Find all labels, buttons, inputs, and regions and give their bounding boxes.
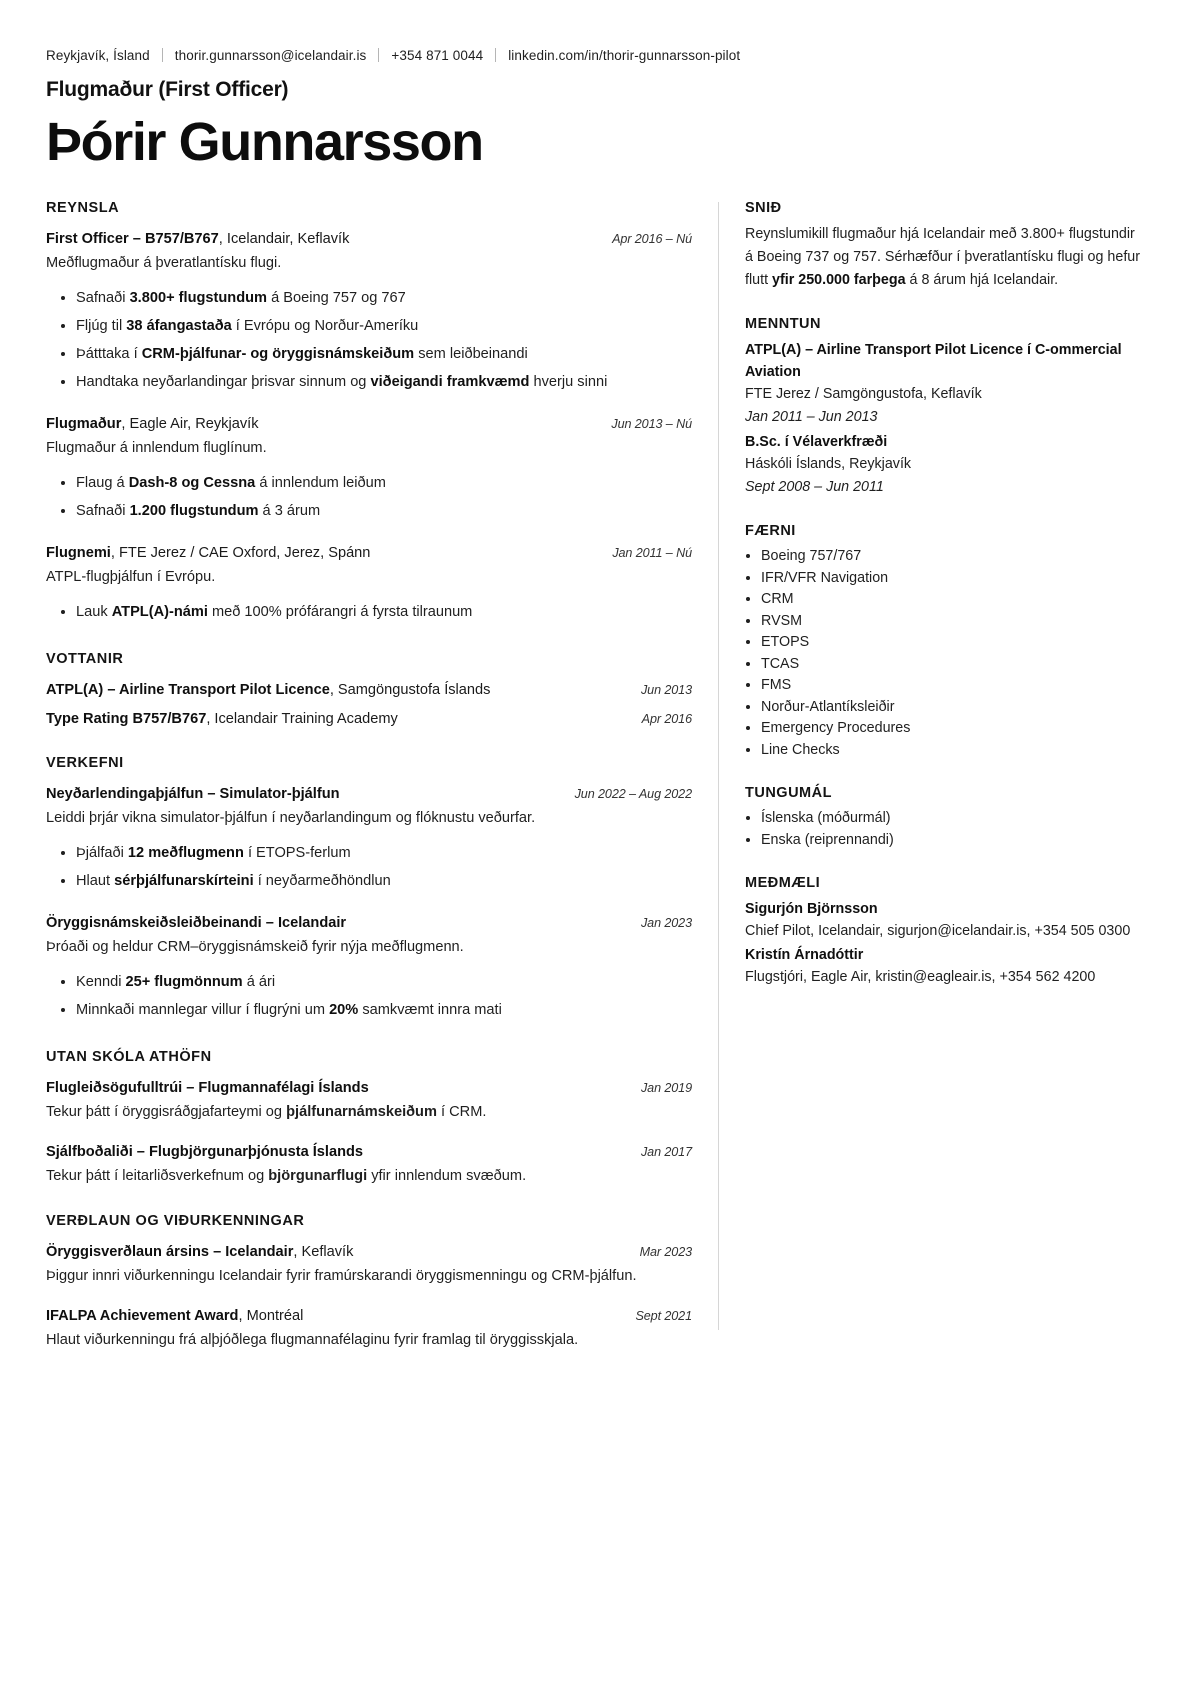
profile-text-post: á 8 árum hjá Icelandair. — [905, 272, 1059, 288]
contact-separator-icon — [495, 48, 496, 62]
bullet-pre: Þjálfaði — [76, 845, 128, 861]
entry-title-rest: , FTE Jerez / CAE Oxford, Jerez, Spánn — [110, 545, 371, 561]
list-item: • FMS — [761, 675, 1144, 697]
bullet-post: á innlendum leiðum — [255, 475, 386, 491]
bullet-bold: Dash-8 og Cessna — [128, 475, 256, 491]
extracurricular-entry — [46, 1078, 692, 1124]
entry-title-bold: First Officer – B757/B767 — [46, 231, 219, 247]
list-item — [76, 368, 692, 396]
section-heading: SNIÐ — [745, 200, 782, 216]
reference-item — [745, 944, 1144, 989]
certification-entry — [46, 680, 692, 701]
bullet-pre: Kenndi — [76, 974, 126, 990]
entry-head — [46, 543, 692, 564]
section-heading: MEÐMÆLI — [745, 875, 821, 891]
education-degree: ATPL(A) – Airline Transport Pilot Licence í C-ommercial Aviation — [745, 342, 1122, 380]
certification-entry — [46, 709, 692, 730]
list-item — [76, 340, 692, 368]
section-references — [745, 875, 1144, 989]
entry-bullets — [46, 469, 692, 525]
entry-title — [46, 414, 597, 435]
bullet-post: á Boeing 757 og 767 — [267, 290, 406, 306]
bullet-bold: sérþjálfunarskírteini — [114, 873, 254, 889]
entry-title — [46, 543, 598, 564]
main-column — [46, 200, 718, 1352]
education-item — [745, 431, 1144, 499]
section-heading: TUNGUMÁL — [745, 785, 832, 801]
sidebar-column — [719, 200, 1144, 1352]
contact-separator-icon — [378, 48, 379, 62]
entry-subtitle: ATPL-flugþjálfun í Evrópu. — [46, 569, 216, 585]
entry-head — [46, 709, 692, 730]
education-org: Háskóli Íslands, Reykjavík — [745, 456, 912, 472]
section-profile — [745, 200, 1144, 292]
entry-title-bold: ATPL(A) – Airline Transport Pilot Licence — [46, 682, 330, 698]
entry-title-bold: Flugleiðsögufulltrúi – Flugmannafélagi Íslands — [46, 1080, 369, 1096]
entry-bullets — [46, 968, 692, 1024]
bullet-pre: Handtaka neyðarlandingar þrisvar sinnum og — [76, 374, 371, 390]
bullet-post: á ári — [242, 974, 276, 990]
list-item — [76, 996, 692, 1024]
project-entry — [46, 784, 692, 895]
entry-title-rest: , Samgöngustofa Íslands — [329, 682, 491, 698]
subtitle-pre: Tekur þátt í öryggisráðgjafarteymi og — [46, 1104, 287, 1120]
reference-name: Kristín Árnadóttir — [745, 947, 864, 963]
skills-list — [745, 546, 1144, 761]
job-title: Flugmaður (First Officer) — [46, 78, 289, 101]
bullet-bold: 20% — [329, 1002, 359, 1018]
section-heading: VERKEFNI — [46, 755, 124, 771]
bullet-bold: 38 áfangastaða — [126, 318, 232, 334]
contact-separator-icon — [162, 48, 163, 62]
entry-title-bold: Öryggisverðlaun ársins – Icelandair — [46, 1244, 294, 1260]
bullet-pre: Lauk — [76, 604, 112, 620]
bullet-post: á 3 árum — [258, 503, 321, 519]
section-certifications — [46, 651, 692, 730]
subtitle-pre: Tekur þátt í leitarliðsverkefnum og — [46, 1168, 269, 1184]
experience-entry — [46, 414, 692, 525]
resume-body — [46, 200, 1144, 1352]
award-entry — [46, 1306, 692, 1352]
experience-entry — [46, 543, 692, 626]
section-heading: FÆRNI — [745, 523, 796, 539]
entry-date: Jan 2017 — [640, 1145, 692, 1159]
entry-head — [46, 1242, 692, 1263]
bullet-post: með 100% prófárangri á fyrsta tilraunum — [207, 604, 473, 620]
page-title: Þórir Gunnarsson — [46, 112, 483, 172]
entry-title-bold: Öryggisnámskeiðsleiðbeinandi – Icelandair — [46, 915, 347, 931]
bullet-post: samkvæmt innra mati — [358, 1002, 502, 1018]
bullet-pre: Safnaði — [76, 290, 130, 306]
entry-title-bold: IFALPA Achievement Award — [46, 1308, 239, 1324]
section-heading: MENNTUN — [745, 316, 821, 332]
entry-date: Jan 2011 – Nú — [612, 546, 692, 560]
project-entry — [46, 913, 692, 1024]
entry-subtitle: Leiddi þrjár vikna simulator-þjálfun í neyðarlandingum og flóknustu veðurfar. — [46, 810, 536, 826]
contact-phone[interactable]: +354 871 0044 — [391, 48, 484, 63]
education-date: Jan 2011 – Jun 2013 — [745, 409, 878, 425]
entry-date: Jun 2013 – Nú — [611, 417, 692, 431]
subtitle-post: í CRM. — [436, 1104, 487, 1120]
entry-subtitle — [46, 1165, 692, 1188]
entry-subtitle: Hlaut viðurkenningu frá alþjóðlega flugmannafélaginu fyrir framlag til öryggisskjala. — [46, 1332, 579, 1348]
bullet-bold: viðeigandi framkvæmd — [370, 374, 530, 390]
profile-text-pre: Reynslumikill flugmaður hjá Icelandair með 3.800+ flugstundir á Boeing 737 og 757. Sérhæfður í þveratlantísku flugi og hefur flutt — [745, 226, 1141, 288]
reference-detail: Flugstjóri, Eagle Air, kristin@eagleair.is, +354 562 4200 — [745, 969, 1096, 985]
entry-title — [46, 784, 561, 805]
entry-head — [46, 414, 692, 435]
entry-head — [46, 784, 692, 805]
entry-date: Jan 2019 — [640, 1081, 692, 1095]
list-item: • Norður-Atlantíksleiðir — [761, 697, 1144, 719]
list-item — [76, 312, 692, 340]
section-projects — [46, 755, 692, 1024]
list-item: • Line Checks — [761, 740, 1144, 762]
bullet-bold: ATPL(A)-námi — [111, 604, 208, 620]
entry-title — [46, 1078, 627, 1099]
entry-title — [46, 1142, 627, 1163]
entry-date: Jun 2013 — [640, 683, 692, 697]
bullet-pre: Hlaut — [76, 873, 115, 889]
list-item: • Íslenska (móðurmál) — [761, 808, 1144, 830]
entry-title — [46, 709, 628, 730]
bullet-pre: Þátttaka í — [76, 346, 142, 362]
bullet-pre: Flaug á — [76, 475, 129, 491]
entry-head — [46, 680, 692, 701]
section-extracurricular — [46, 1049, 692, 1188]
entry-subtitle — [46, 1101, 692, 1124]
reference-detail: Chief Pilot, Icelandair, sigurjon@icelandair.is, +354 505 0300 — [745, 923, 1131, 939]
entry-date: Apr 2016 – Nú — [612, 232, 692, 246]
bullet-post: í neyðarmeðhöndlun — [253, 873, 391, 889]
education-org: FTE Jerez / Samgöngustofa, Keflavík — [745, 386, 982, 402]
bullet-bold: 1.200 flugstundum — [129, 503, 259, 519]
list-item — [76, 968, 692, 996]
section-heading: VERÐLAUN OG VIÐURKENNINGAR — [46, 1213, 305, 1229]
contact-location: Reykjavík, Ísland — [46, 48, 150, 63]
list-item: • CRM — [761, 589, 1144, 611]
entry-title-bold: Sjálfboðaliði – Flugbjörgunarþjónusta Íslands — [46, 1144, 364, 1160]
bullet-post: sem leiðbeinandi — [414, 346, 528, 362]
entry-date: Sept 2021 — [635, 1309, 692, 1323]
entry-bullets — [46, 284, 692, 396]
subtitle-bold: björgunarflugi — [268, 1168, 368, 1184]
entry-title-rest: , Icelandair Training Academy — [206, 711, 398, 727]
list-item — [76, 839, 692, 867]
list-item — [76, 497, 692, 525]
list-item — [76, 284, 692, 312]
list-item: • IFR/VFR Navigation — [761, 568, 1144, 590]
list-item: • RVSM — [761, 611, 1144, 633]
entry-title-rest: , Eagle Air, Reykjavík — [121, 416, 259, 432]
list-item — [76, 469, 692, 497]
experience-entry — [46, 229, 692, 396]
award-entry — [46, 1242, 692, 1288]
section-skills — [745, 523, 1144, 761]
list-item: • TCAS — [761, 654, 1144, 676]
section-education — [745, 316, 1144, 499]
section-heading: UTAN SKÓLA ATHÖFN — [46, 1049, 212, 1065]
entry-title-rest: , Keflavík — [293, 1244, 354, 1260]
contact-email[interactable]: thorir.gunnarsson@icelandair.is — [174, 48, 367, 63]
contact-line — [46, 46, 1144, 65]
entry-bullets — [46, 839, 692, 895]
bullet-bold: CRM-þjálfunar- og öryggisnámskeiðum — [141, 346, 415, 362]
list-item — [76, 867, 692, 895]
entry-subtitle: Flugmaður á innlendum fluglínum. — [46, 440, 267, 456]
reference-name: Sigurjón Björnsson — [745, 901, 878, 917]
entry-date: Jan 2023 — [640, 916, 692, 930]
entry-date: Jun 2022 – Aug 2022 — [574, 787, 692, 801]
entry-date: Apr 2016 — [641, 712, 692, 726]
profile-text — [745, 223, 1144, 292]
entry-head — [46, 1306, 692, 1327]
bullet-post: hverju sinni — [529, 374, 608, 390]
bullet-pre: Safnaði — [76, 503, 130, 519]
entry-date: Mar 2023 — [639, 1245, 692, 1259]
list-item: • Enska (reiprennandi) — [761, 830, 1144, 852]
reference-item — [745, 898, 1144, 943]
list-item: • Boeing 757/767 — [761, 546, 1144, 568]
entry-title-bold: Flugnemi — [46, 545, 111, 561]
bullet-pre: Minnkaði mannlegar villur í flugrýni um — [76, 1002, 330, 1018]
education-item — [745, 339, 1144, 429]
entry-head — [46, 913, 692, 934]
education-date: Sept 2008 – Jun 2011 — [745, 479, 884, 495]
education-degree: B.Sc. í Vélaverkfræði — [745, 434, 888, 450]
entry-title — [46, 229, 598, 250]
profile-text-bold: yfir 250.000 farþega — [772, 272, 906, 288]
entry-subtitle: Þróaði og heldur CRM–öryggisnámskeið fyrir nýja meðflugmenn. — [46, 939, 464, 955]
entry-subtitle: Þiggur innri viðurkenningu Icelandair fyrir framúrskarandi öryggismenningu og CRM-þjálfun. — [46, 1268, 637, 1284]
bullet-bold: 3.800+ flugstundum — [129, 290, 268, 306]
entry-title — [46, 680, 627, 701]
list-item: • Emergency Procedures — [761, 718, 1144, 740]
list-item: • ETOPS — [761, 632, 1144, 654]
entry-title-bold: Flugmaður — [46, 416, 122, 432]
section-heading: REYNSLA — [46, 200, 120, 216]
entry-bullets — [46, 598, 692, 626]
entry-title-bold: Type Rating B757/B767 — [46, 711, 207, 727]
entry-title-rest: , Icelandair, Keflavík — [218, 231, 350, 247]
entry-head — [46, 1078, 692, 1099]
entry-head — [46, 229, 692, 250]
bullet-post: í Evrópu og Norður-Ameríku — [231, 318, 419, 334]
entry-head — [46, 1142, 692, 1163]
entry-title-bold: Neyðarlendingaþjálfun – Simulator-þjálfun — [46, 786, 340, 802]
bullet-post: í ETOPS-ferlum — [243, 845, 351, 861]
entry-subtitle: Meðflugmaður á þveratlantísku flugi. — [46, 255, 282, 271]
entry-title — [46, 1242, 626, 1263]
list-item — [76, 598, 692, 626]
bullet-pre: Fljúg til — [76, 318, 127, 334]
subtitle-bold: þjálfunarnámskeiðum — [286, 1104, 437, 1120]
section-languages — [745, 785, 1144, 851]
entry-title — [46, 913, 627, 934]
section-experience — [46, 200, 692, 626]
bullet-bold: 25+ flugmönnum — [125, 974, 243, 990]
section-awards — [46, 1213, 692, 1352]
subtitle-post: yfir innlendum svæðum. — [367, 1168, 527, 1184]
bullet-bold: 12 meðflugmenn — [127, 845, 244, 861]
contact-linkedin[interactable]: linkedin.com/in/thorir-gunnarsson-pilot — [508, 48, 741, 63]
section-heading: VOTTANIR — [46, 651, 124, 667]
entry-title — [46, 1306, 621, 1327]
entry-title-rest: , Montréal — [238, 1308, 304, 1324]
languages-list — [745, 808, 1144, 851]
extracurricular-entry — [46, 1142, 692, 1188]
